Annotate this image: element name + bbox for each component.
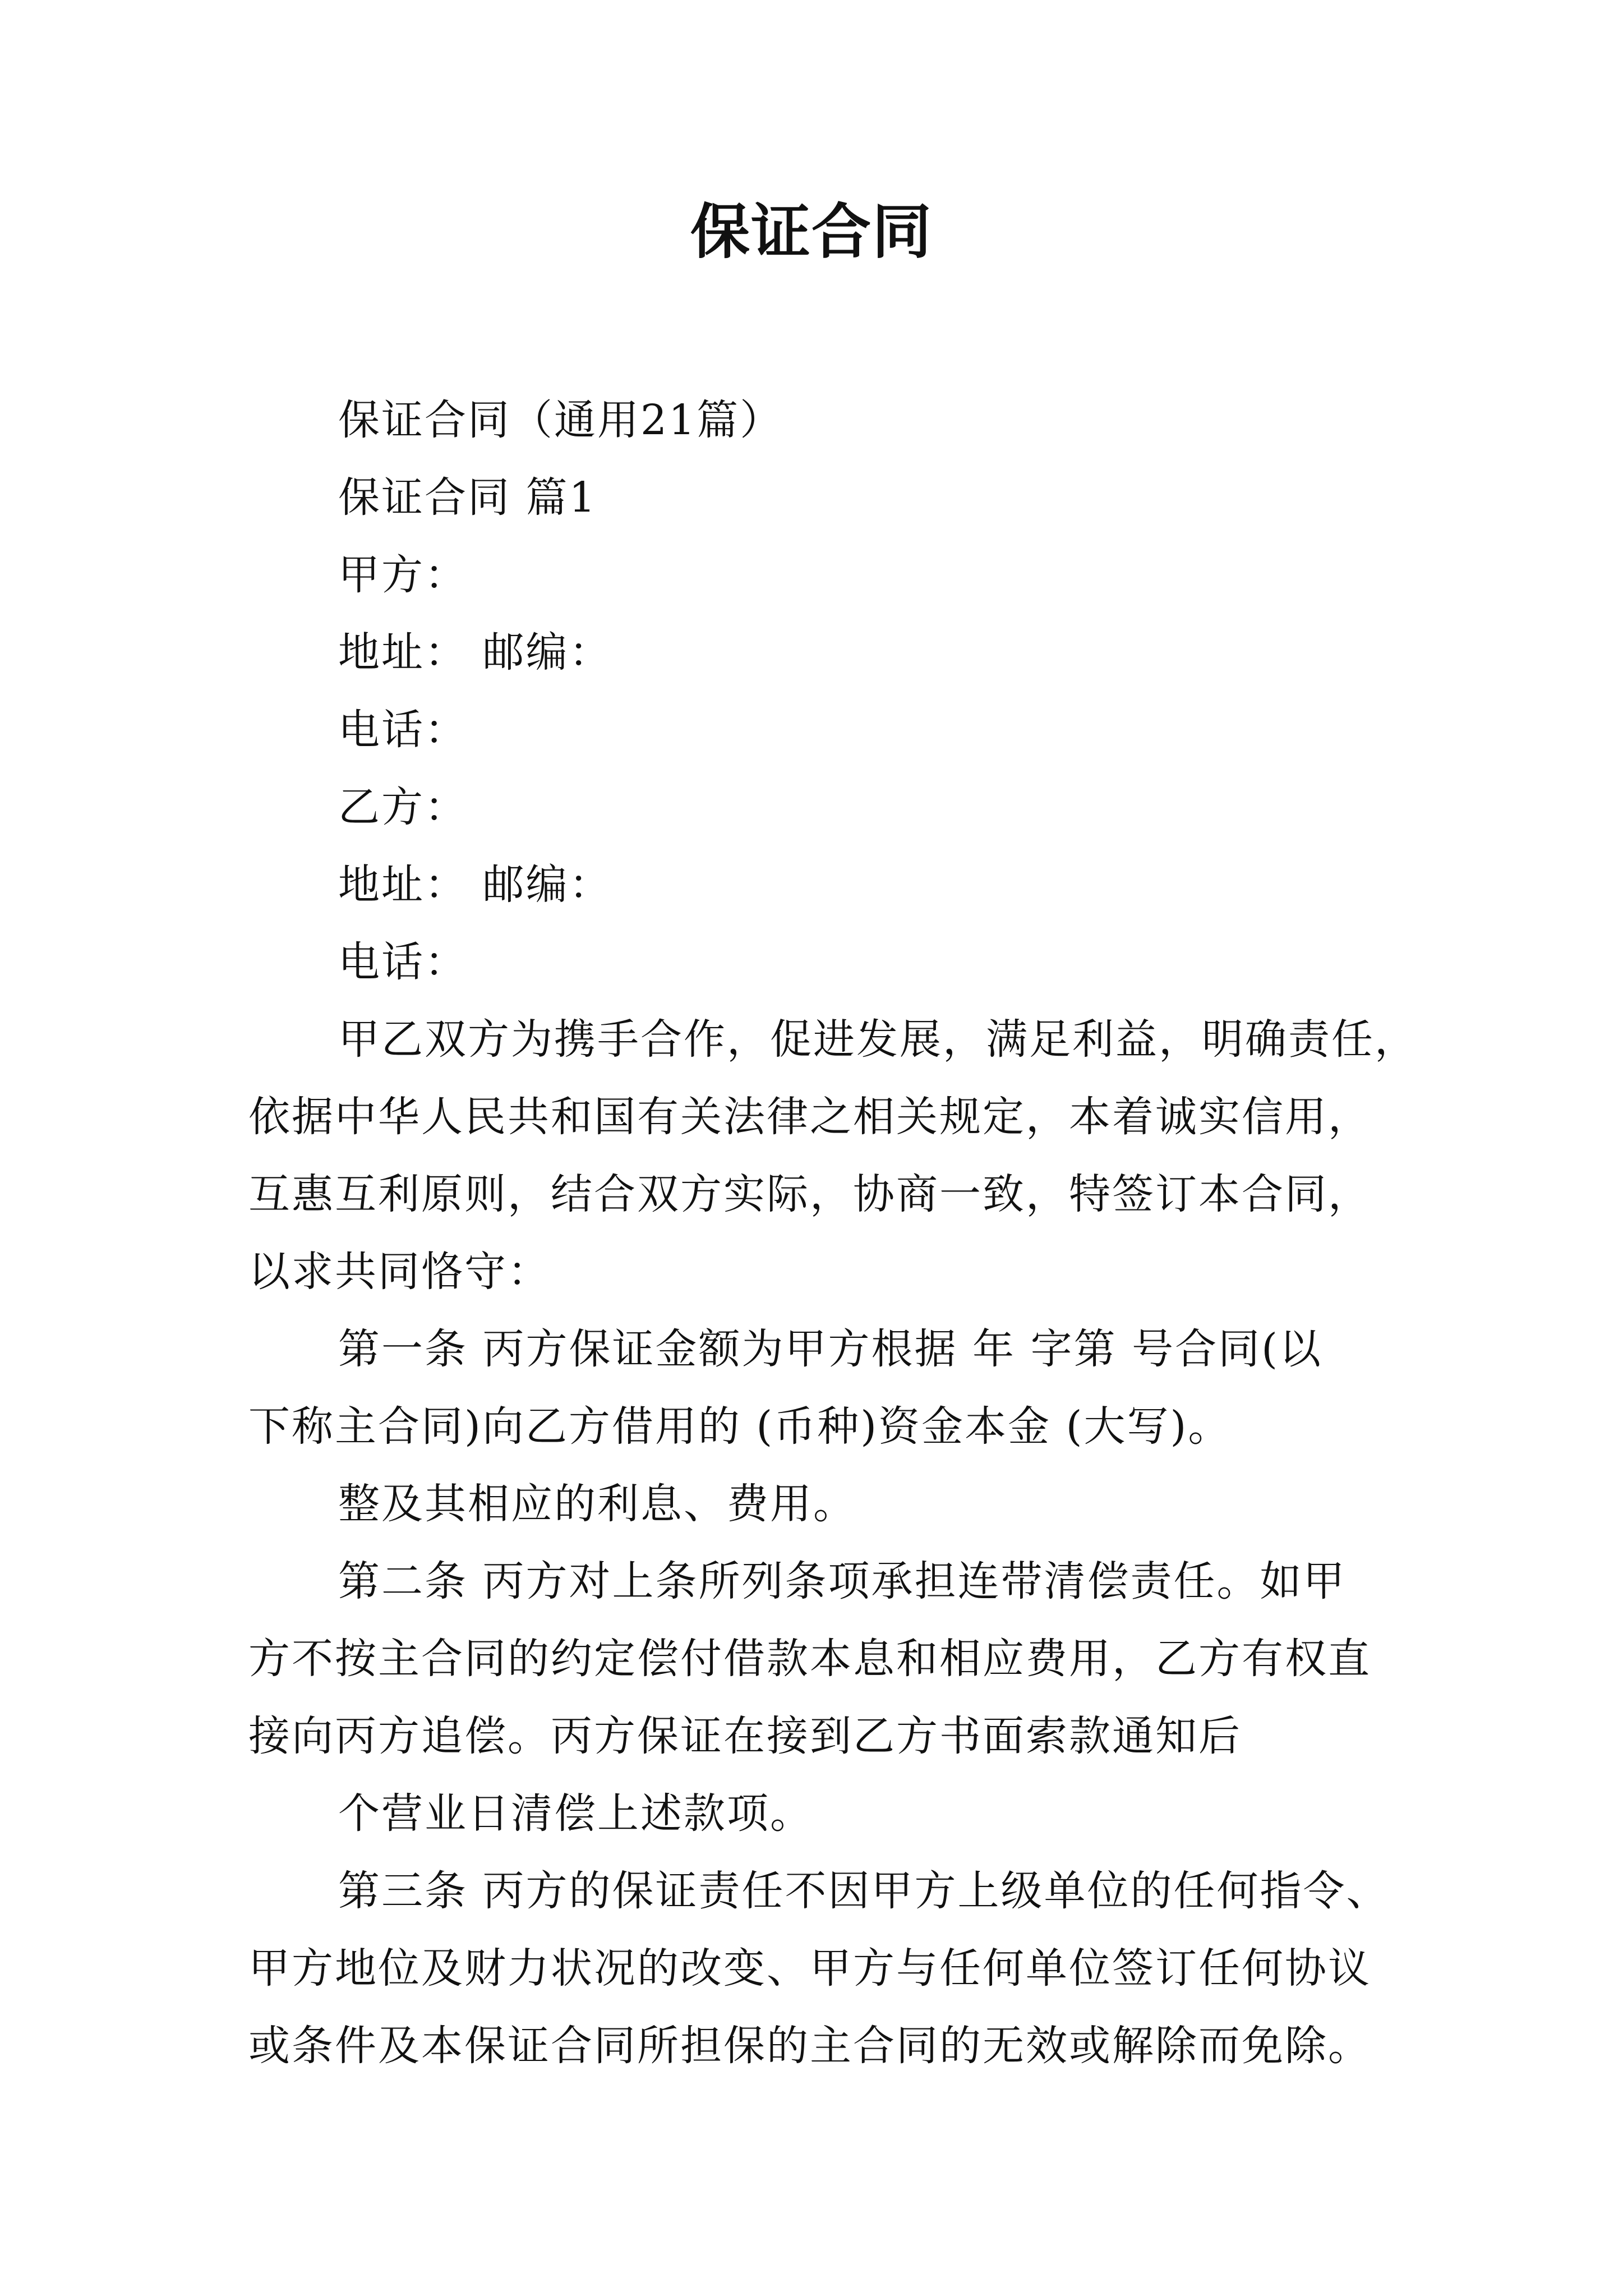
- document-line: 地址： 邮编：: [338, 861, 612, 909]
- document-body: [248, 381, 1418, 2085]
- document-line: 地址： 邮编：: [338, 628, 612, 677]
- document-line: 电话：: [338, 706, 468, 754]
- document-line: 乙方：: [338, 783, 468, 831]
- document-title: 保证合同: [690, 196, 933, 266]
- document-line: 个营业日清偿上述款项。: [338, 1789, 813, 1838]
- document-line: 第三条 丙方的保证责任不因甲方上级单位的任何指令、: [338, 1867, 1390, 1915]
- document-line: 以求共同恪守：: [248, 1248, 551, 1296]
- document-line: 甲乙双方为携手合作，促进发展，满足利益，明确责任，: [338, 1015, 1418, 1064]
- document-line: 互惠互利原则，结合双方实际，协商一致，特签订本合同，: [248, 1170, 1371, 1218]
- document-line: 接向丙方追偿。丙方保证在接到乙方书面索款通知后: [248, 1712, 1242, 1760]
- document-line: 下称主合同)向乙方借用的 (币种)资金本金 (大写)。: [248, 1402, 1232, 1451]
- document-line: 第二条 丙方对上条所列条项承担连带清偿责任。如甲: [338, 1557, 1347, 1605]
- document-line: 方不按主合同的约定偿付借款本息和相应费用，乙方有权直: [248, 1635, 1371, 1683]
- document-line: 依据中华人民共和国有关法律之相关规定，本着诚实信用，: [248, 1093, 1371, 1141]
- document-line: 甲方地位及财力状况的改变、甲方与任何单位签订任何协议: [248, 1944, 1371, 1993]
- document-line: 甲方：: [338, 551, 468, 599]
- document-line: 整及其相应的利息、费用。: [338, 1480, 856, 1528]
- document-line: 或条件及本保证合同所担保的主合同的无效或解除而免除。: [248, 2022, 1371, 2070]
- document-line: 第一条 丙方保证金额为甲方根据 年 字第 号合同(以: [338, 1325, 1322, 1373]
- document-line: 电话：: [338, 938, 468, 986]
- document-line: 保证合同（通用21篇）: [338, 396, 783, 444]
- document-line: 保证合同 篇1: [338, 473, 597, 522]
